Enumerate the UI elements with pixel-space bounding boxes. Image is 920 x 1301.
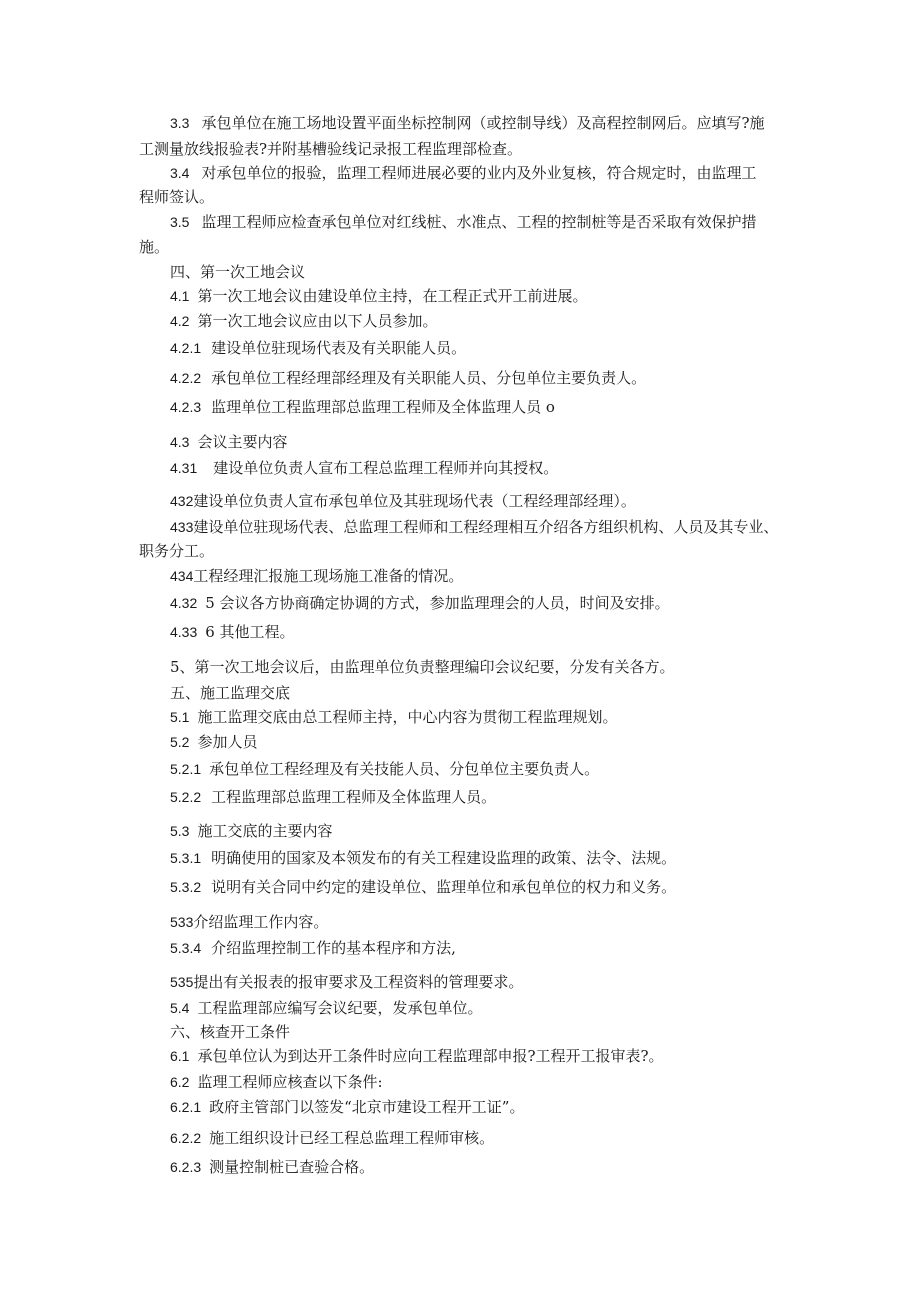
clause-text: 六、核查开工条件 <box>170 1023 291 1041</box>
clause-text: 介绍监理控制工作的基本程序和方法, <box>211 939 456 957</box>
clause-text: 承包单位在施工场地设置平面坐标控制网（或控制导线）及高程控制网后。应填写?施 <box>201 114 765 132</box>
text-line <box>170 821 332 841</box>
clause-text: 测量控制桩已查验合格。 <box>209 1158 375 1176</box>
clause-number: 4.31 <box>170 460 198 476</box>
text-line <box>170 432 287 452</box>
clause-text: 施工监理交底由总工程师主持，中心内容为贯彻工程监理规划。 <box>197 708 618 726</box>
clause-text: 监理工程师应核查以下条件: <box>197 1073 383 1091</box>
clause-number: 5.4 <box>170 1000 190 1016</box>
text-line <box>170 458 558 478</box>
clause-text: 工程监理部总监理工程师及全体监理人员。 <box>211 788 497 806</box>
text-line <box>170 848 676 868</box>
clause-text: 工程监理部应编写会议纪要，发承包单位。 <box>197 999 483 1017</box>
text-line <box>170 397 555 417</box>
clause-number: 4.2.2 <box>170 370 202 386</box>
clause-text: 承包单位工程经理部经理及有关职能人员、分包单位主要负责人。 <box>211 369 647 387</box>
text-line <box>170 286 587 306</box>
text-line <box>170 1022 290 1042</box>
clause-number: 4.1 <box>170 288 190 304</box>
text-line <box>170 972 523 992</box>
text-line <box>170 622 295 642</box>
clause-number: 5.2.2 <box>170 789 202 805</box>
clause-number: 4.2 <box>170 313 190 329</box>
clause-number: 434 <box>170 568 194 584</box>
clause-text: 职务分工。 <box>139 542 215 560</box>
text-line <box>170 212 756 232</box>
text-line <box>170 163 756 183</box>
clause-text: 五、施工监理交底 <box>170 684 291 702</box>
clause-number: 5.3.2 <box>170 879 202 895</box>
clause-text: 说明有关合同中约定的建设单位、监理单位和承包单位的权力和义务。 <box>211 878 677 896</box>
clause-text: 承包单位工程经理及有关技能人员、分包单位主要负责人。 <box>209 760 600 778</box>
text-line <box>170 1097 524 1117</box>
text-line <box>170 657 675 677</box>
clause-number: 3.4 <box>170 165 190 181</box>
clause-text: 第一次工地会议应由以下人员参加。 <box>197 312 438 330</box>
clause-number: 5.1 <box>170 709 190 725</box>
text-line <box>170 1157 374 1177</box>
clause-text: 5、第一次工地会议后，由监理单位负责整理编印会议纪要，分发有关各方。 <box>170 658 675 676</box>
clause-number: 5.2.1 <box>170 761 202 777</box>
clause-number: 4.33 <box>170 624 198 640</box>
clause-number: 4.32 <box>170 595 198 611</box>
text-line <box>170 517 778 537</box>
text-line <box>170 262 305 282</box>
clause-text: 四、第一次工地会议 <box>170 263 306 281</box>
clause-number: 4.3 <box>170 434 190 450</box>
text-line <box>139 237 169 257</box>
clause-number: 6.2 <box>170 1074 190 1090</box>
clause-text: 施工交底的主要内容 <box>197 822 333 840</box>
text-line <box>170 707 617 727</box>
text-line <box>170 566 463 586</box>
clause-number: 5.2 <box>170 734 190 750</box>
clause-number: 6.2.3 <box>170 1159 202 1175</box>
clause-text: 介绍监理工作内容。 <box>193 913 329 931</box>
text-line <box>170 311 437 331</box>
clause-number: 6.1 <box>170 1048 190 1064</box>
clause-text: 政府主管部门以签发“北京市建设工程开工证”。 <box>209 1098 525 1116</box>
clause-text: 工程经理汇报施工现场施工准备的情况。 <box>193 567 464 585</box>
text-line <box>170 113 765 133</box>
clause-number: 3.5 <box>170 214 190 230</box>
clause-text: 会议主要内容 <box>197 433 288 451</box>
text-line <box>170 787 496 807</box>
clause-number: 535 <box>170 974 194 990</box>
text-line <box>170 1128 494 1148</box>
clause-text: 工测量放线报验表?并附基槽验线记录报工程监理部检查。 <box>139 140 523 158</box>
clause-text: 提出有关报表的报审要求及工程资料的管理要求。 <box>193 973 524 991</box>
clause-number: 4.2.3 <box>170 399 202 415</box>
text-line <box>170 1072 383 1092</box>
clause-text: 监理单位工程监理部总监理工程师及全体监理人员 o <box>211 398 555 416</box>
clause-text: 施工组织设计已经工程总监理工程师审核。 <box>209 1129 495 1147</box>
clause-number: 4.2.1 <box>170 340 202 356</box>
text-line <box>170 732 257 752</box>
text-line <box>139 187 214 207</box>
text-line <box>170 338 466 358</box>
text-line <box>170 938 456 958</box>
clause-number: 5.3.1 <box>170 850 202 866</box>
clause-text: 建设单位驻现场代表及有关职能人员。 <box>211 339 467 357</box>
clause-text: 施。 <box>139 238 170 256</box>
clause-text: 建设单位负责人宣布承包单位及其驻现场代表（工程经理部经理）。 <box>193 492 636 510</box>
clause-number: 533 <box>170 914 194 930</box>
text-line <box>139 541 214 561</box>
text-line <box>170 593 670 613</box>
clause-number: 432 <box>170 493 194 509</box>
clause-text: 明确使用的国家及本领发布的有关工程建设监理的政策、法令、法规。 <box>211 849 677 867</box>
text-line <box>170 491 636 511</box>
clause-text: 承包单位认为到达开工条件时应向工程监理部申报?工程开工报审表?。 <box>197 1047 664 1065</box>
clause-text: 建设单位负责人宣布工程总监理工程师并向其授权。 <box>213 459 559 477</box>
clause-text: 程师签认。 <box>139 188 215 206</box>
clause-text: 监理工程师应检查承包单位对红线桩、水准点、工程的控制桩等是否采取有效保护措 <box>201 213 757 231</box>
clause-text: 建设单位驻现场代表、总监理工程师和工程经理相互介绍各方组织机构、人员及其专业、 <box>193 518 779 536</box>
clause-number: 6.2.1 <box>170 1099 202 1115</box>
clause-text: 第一次工地会议由建设单位主持，在工程正式开工前进展。 <box>197 287 588 305</box>
clause-text: 对承包单位的报验，监理工程师进展必要的业内及外业复核，符合规定时，由监理工 <box>201 164 757 182</box>
clause-number: 433 <box>170 519 194 535</box>
text-line <box>170 998 482 1018</box>
text-line <box>139 139 522 159</box>
text-line <box>170 1046 664 1066</box>
text-line <box>170 683 290 703</box>
text-line <box>170 877 676 897</box>
clause-text: 参加人员 <box>197 733 258 751</box>
clause-number: 3.3 <box>170 115 190 131</box>
text-line <box>170 368 646 388</box>
clause-number: 5.3 <box>170 823 190 839</box>
clause-text: 5 会议各方协商确定协调的方式，参加监理理会的人员，时间及安排。 <box>205 594 670 612</box>
text-line <box>170 912 328 932</box>
clause-number: 5.3.4 <box>170 940 202 956</box>
clause-number: 6.2.2 <box>170 1130 202 1146</box>
text-line <box>170 759 599 779</box>
clause-text: 6 其他工程。 <box>205 623 295 641</box>
